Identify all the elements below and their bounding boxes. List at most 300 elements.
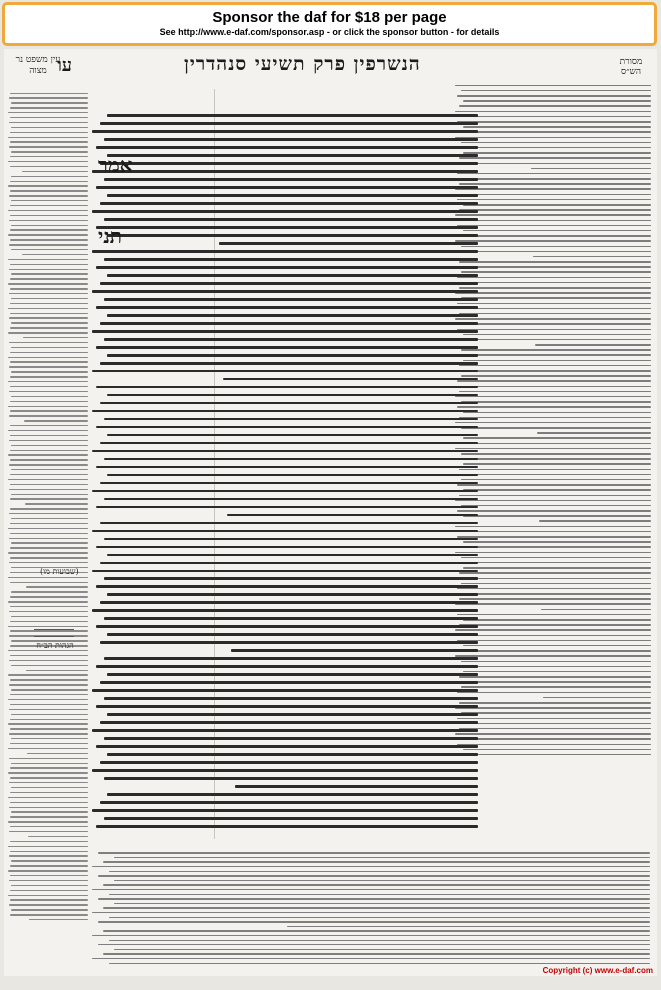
text-line (107, 673, 478, 676)
text-line (463, 412, 651, 414)
text-line (461, 220, 651, 222)
text-line (8, 308, 88, 309)
text-line (459, 131, 651, 133)
text-line (287, 926, 650, 927)
text-line (223, 378, 478, 381)
text-line (8, 454, 88, 455)
text-line (107, 753, 478, 756)
text-line (9, 146, 88, 147)
text-line (10, 875, 88, 876)
text-line (9, 317, 88, 318)
ein-mishpat-label: עין משפט נר מצוה (15, 55, 61, 76)
text-line (109, 917, 650, 918)
text-line (457, 484, 651, 486)
text-line (8, 821, 88, 822)
text-line (92, 410, 478, 413)
text-line (457, 121, 651, 123)
text-line (96, 426, 478, 429)
text-line (10, 841, 88, 842)
text-line (103, 861, 650, 862)
text-line (9, 807, 88, 808)
sponsor-subtitle[interactable]: See http://www.e-daf.com/sponsor.asp - or click the sponsor button - for details (159, 27, 500, 37)
text-line (457, 536, 651, 538)
text-line (459, 365, 651, 367)
text-line (10, 679, 88, 680)
text-line (11, 298, 88, 299)
text-line (28, 836, 88, 837)
text-line (8, 234, 88, 235)
text-line (96, 665, 478, 668)
text-line (10, 205, 88, 206)
text-line (10, 425, 88, 426)
text-line (461, 427, 651, 429)
text-line (92, 250, 478, 253)
text-line (104, 258, 478, 261)
text-line (457, 329, 651, 331)
text-line (10, 181, 88, 182)
text-line (10, 596, 88, 597)
text-line (107, 633, 478, 636)
text-line (457, 199, 651, 201)
text-line (461, 738, 651, 740)
text-line (459, 676, 651, 678)
text-line (9, 782, 88, 783)
text-line (463, 437, 651, 439)
text-line (461, 661, 651, 663)
text-line (104, 777, 478, 780)
text-line (104, 458, 478, 461)
text-line (463, 334, 651, 336)
text-line (461, 635, 651, 637)
text-line (26, 670, 88, 671)
lead-word-tani: תני (98, 224, 122, 248)
side-commentary-column (8, 89, 88, 947)
text-line (227, 514, 478, 517)
text-line (455, 474, 651, 476)
text-line (455, 422, 651, 424)
text-line (107, 793, 478, 796)
text-line (100, 322, 478, 325)
text-line (100, 482, 478, 485)
text-line (459, 650, 651, 652)
text-line (9, 366, 88, 367)
text-line (461, 375, 651, 377)
text-line (8, 748, 88, 749)
text-line (92, 609, 478, 612)
text-line (92, 330, 478, 333)
text-line (10, 166, 88, 167)
text-line (11, 273, 88, 274)
text-line (461, 323, 651, 325)
text-line (10, 816, 88, 817)
text-line (541, 609, 651, 611)
text-line (8, 112, 88, 113)
text-line (104, 538, 478, 541)
text-line (100, 202, 478, 205)
text-line (461, 479, 651, 481)
text-line (455, 111, 651, 113)
text-line (9, 440, 88, 441)
text-line (92, 170, 478, 173)
text-line (109, 871, 650, 872)
text-line (455, 655, 651, 657)
text-line (455, 292, 651, 294)
running-title: הנשרפין פרק תשיעי סנהדרין (184, 53, 421, 75)
text-line (100, 801, 478, 804)
text-line (10, 474, 88, 475)
text-line (9, 122, 88, 123)
lead-word-amar: אמר (98, 153, 133, 177)
text-line (457, 303, 651, 305)
text-line (23, 337, 88, 338)
text-line (10, 865, 88, 866)
text-line (10, 606, 88, 607)
text-line (459, 391, 651, 393)
text-line (459, 209, 651, 211)
text-line (455, 681, 651, 683)
text-line (533, 256, 651, 258)
text-line (10, 93, 88, 94)
text-line (96, 546, 478, 549)
text-line (10, 450, 88, 451)
text-line (10, 361, 88, 362)
text-line (25, 503, 88, 504)
text-line (92, 210, 478, 213)
text-line (9, 464, 88, 465)
text-line (9, 880, 88, 881)
text-line (8, 552, 88, 553)
text-line (457, 614, 651, 616)
text-line (231, 649, 478, 652)
text-line (463, 619, 651, 621)
text-line (10, 792, 88, 793)
text-line (461, 349, 651, 351)
text-line (8, 699, 88, 700)
text-line (457, 640, 651, 642)
text-line (9, 513, 88, 514)
text-line (219, 242, 478, 245)
text-line (10, 777, 88, 778)
text-line (8, 846, 88, 847)
text-line (107, 434, 478, 437)
text-line (104, 178, 478, 181)
text-line (10, 523, 88, 524)
text-line (9, 244, 88, 245)
text-line (459, 339, 651, 341)
text-line (535, 344, 651, 346)
text-line (457, 562, 651, 564)
text-line (459, 443, 651, 445)
text-line (8, 381, 88, 382)
text-line (92, 490, 478, 493)
text-line (104, 418, 478, 421)
text-line (11, 518, 88, 519)
text-line (9, 660, 88, 661)
text-line (100, 522, 478, 525)
text-line (459, 287, 651, 289)
text-line (455, 526, 651, 528)
copyright-footer: Copyright (c) www.e-daf.com (542, 966, 653, 975)
text-line (92, 889, 650, 890)
text-line (8, 210, 88, 211)
text-line (10, 288, 88, 289)
text-line (11, 787, 88, 788)
text-line (9, 831, 88, 832)
text-line (104, 218, 478, 221)
text-line (539, 520, 651, 522)
text-line (8, 161, 88, 162)
text-line (463, 645, 651, 647)
text-line (10, 767, 88, 768)
text-line (92, 809, 478, 812)
text-line (457, 354, 651, 356)
text-line (107, 154, 478, 157)
text-line (96, 386, 478, 389)
text-line (463, 282, 651, 284)
text-line (8, 332, 88, 333)
text-line (8, 870, 88, 871)
text-line (459, 157, 651, 159)
text-line (531, 168, 651, 170)
text-line (100, 162, 478, 165)
text-line (455, 578, 651, 580)
text-line (463, 152, 651, 154)
text-line (461, 401, 651, 403)
text-line (457, 406, 651, 408)
text-line (9, 293, 88, 294)
text-line (459, 572, 651, 574)
text-line (104, 577, 478, 580)
text-line (457, 173, 651, 175)
text-line (98, 944, 650, 945)
text-line (461, 531, 651, 533)
text-line (459, 495, 651, 497)
text-line (10, 899, 88, 900)
text-line (98, 852, 650, 853)
text-line (8, 577, 88, 578)
text-line (10, 141, 88, 142)
text-line (9, 611, 88, 612)
text-line (109, 894, 650, 895)
text-line (10, 621, 88, 622)
text-line (11, 102, 88, 103)
text-line (10, 156, 88, 157)
text-line (10, 826, 88, 827)
text-line (100, 641, 478, 644)
text-line (8, 406, 88, 407)
text-line (455, 266, 651, 268)
text-line (10, 435, 88, 436)
text-line (22, 254, 88, 255)
text-line (461, 90, 651, 92)
text-line (96, 506, 478, 509)
text-line (10, 215, 88, 216)
text-line (461, 712, 651, 714)
text-line (9, 342, 88, 343)
text-line (463, 178, 651, 180)
text-line (455, 137, 651, 139)
text-line (10, 547, 88, 548)
text-line (100, 681, 478, 684)
text-line (8, 626, 88, 627)
text-line (100, 721, 478, 724)
text-line (92, 689, 478, 692)
text-line (9, 489, 88, 490)
text-line (22, 171, 88, 172)
text-line (11, 127, 88, 128)
text-line (8, 357, 88, 358)
text-line (100, 362, 478, 365)
text-line (100, 761, 478, 764)
text-line (107, 194, 478, 197)
text-line (11, 665, 88, 666)
text-line (463, 360, 651, 362)
text-line (9, 904, 88, 905)
text-line (455, 733, 651, 735)
text-line (10, 655, 88, 656)
text-line (107, 474, 478, 477)
text-line (455, 552, 651, 554)
text-line (8, 723, 88, 724)
text-line (455, 163, 651, 165)
text-line (96, 745, 478, 748)
text-line (11, 909, 88, 910)
text-line (461, 557, 651, 559)
text-line (8, 601, 88, 602)
text-line (457, 251, 651, 253)
text-line (10, 743, 88, 744)
text-line (8, 259, 88, 260)
text-line (11, 322, 88, 323)
text-line (104, 657, 478, 660)
text-line (10, 802, 88, 803)
text-line (11, 811, 88, 812)
text-line (10, 229, 88, 230)
text-line (457, 380, 651, 382)
text-line (455, 85, 651, 87)
text-line (109, 940, 650, 941)
text-line (463, 541, 651, 543)
text-line (455, 603, 651, 605)
text-line (459, 598, 651, 600)
text-line (461, 246, 651, 248)
text-line (457, 510, 651, 512)
text-line (92, 570, 478, 573)
text-line (459, 754, 651, 756)
text-line (9, 415, 88, 416)
text-line (9, 562, 88, 563)
text-line (11, 445, 88, 446)
text-line (98, 921, 650, 922)
text-line (10, 386, 88, 387)
text-line (100, 282, 478, 285)
text-line (11, 591, 88, 592)
text-line (9, 758, 88, 759)
text-line (11, 151, 88, 152)
text-line (461, 142, 651, 144)
text-line (10, 313, 88, 314)
text-line (537, 432, 651, 434)
text-line (11, 616, 88, 617)
text-line (461, 297, 651, 299)
text-line (463, 723, 651, 725)
text-line (459, 624, 651, 626)
text-line (455, 448, 651, 450)
text-line (455, 318, 651, 320)
text-line (461, 453, 651, 455)
text-line (24, 420, 88, 421)
side-reference: (שבועות מו) (40, 567, 79, 576)
text-line (92, 958, 650, 959)
text-line (11, 689, 88, 690)
text-line (11, 494, 88, 495)
text-line (92, 912, 650, 913)
text-line (461, 116, 651, 118)
text-line (10, 533, 88, 534)
text-line (8, 772, 88, 773)
text-line (457, 692, 651, 694)
text-line (10, 303, 88, 304)
sponsor-title[interactable]: Sponsor the daf for $18 per page (212, 9, 447, 26)
rashi-commentary-column (455, 81, 651, 769)
text-line (11, 885, 88, 886)
text-line (459, 702, 651, 704)
text-line (107, 274, 478, 277)
text-line (11, 200, 88, 201)
text-line (10, 132, 88, 133)
text-line (104, 298, 478, 301)
text-line (463, 126, 651, 128)
text-line (9, 733, 88, 734)
text-line (461, 271, 651, 273)
text-line (92, 866, 650, 867)
text-line (11, 371, 88, 372)
text-line (457, 95, 651, 97)
text-line (11, 225, 88, 226)
text-line (459, 469, 651, 471)
text-line (96, 466, 478, 469)
text-line (8, 528, 88, 529)
text-line (459, 313, 651, 315)
sponsor-banner[interactable] (2, 2, 657, 46)
text-line (9, 684, 88, 685)
text-line (455, 629, 651, 631)
text-line (8, 797, 88, 798)
text-line (104, 817, 478, 820)
text-line (92, 530, 478, 533)
text-line (92, 450, 478, 453)
text-line (9, 195, 88, 196)
text-line (461, 583, 651, 585)
text-line (459, 261, 651, 263)
text-line (455, 214, 651, 216)
text-line (107, 354, 478, 357)
text-line (11, 176, 88, 177)
text-line (459, 105, 651, 107)
text-line (109, 963, 650, 964)
text-line (100, 442, 478, 445)
gemara-main-text (92, 109, 478, 901)
text-line (8, 137, 88, 138)
text-line (10, 694, 88, 695)
text-line (10, 401, 88, 402)
text-line (10, 264, 88, 265)
text-line (457, 588, 651, 590)
talmud-page (4, 49, 657, 976)
text-line (10, 484, 88, 485)
text-line (100, 562, 478, 565)
text-line (463, 463, 651, 465)
